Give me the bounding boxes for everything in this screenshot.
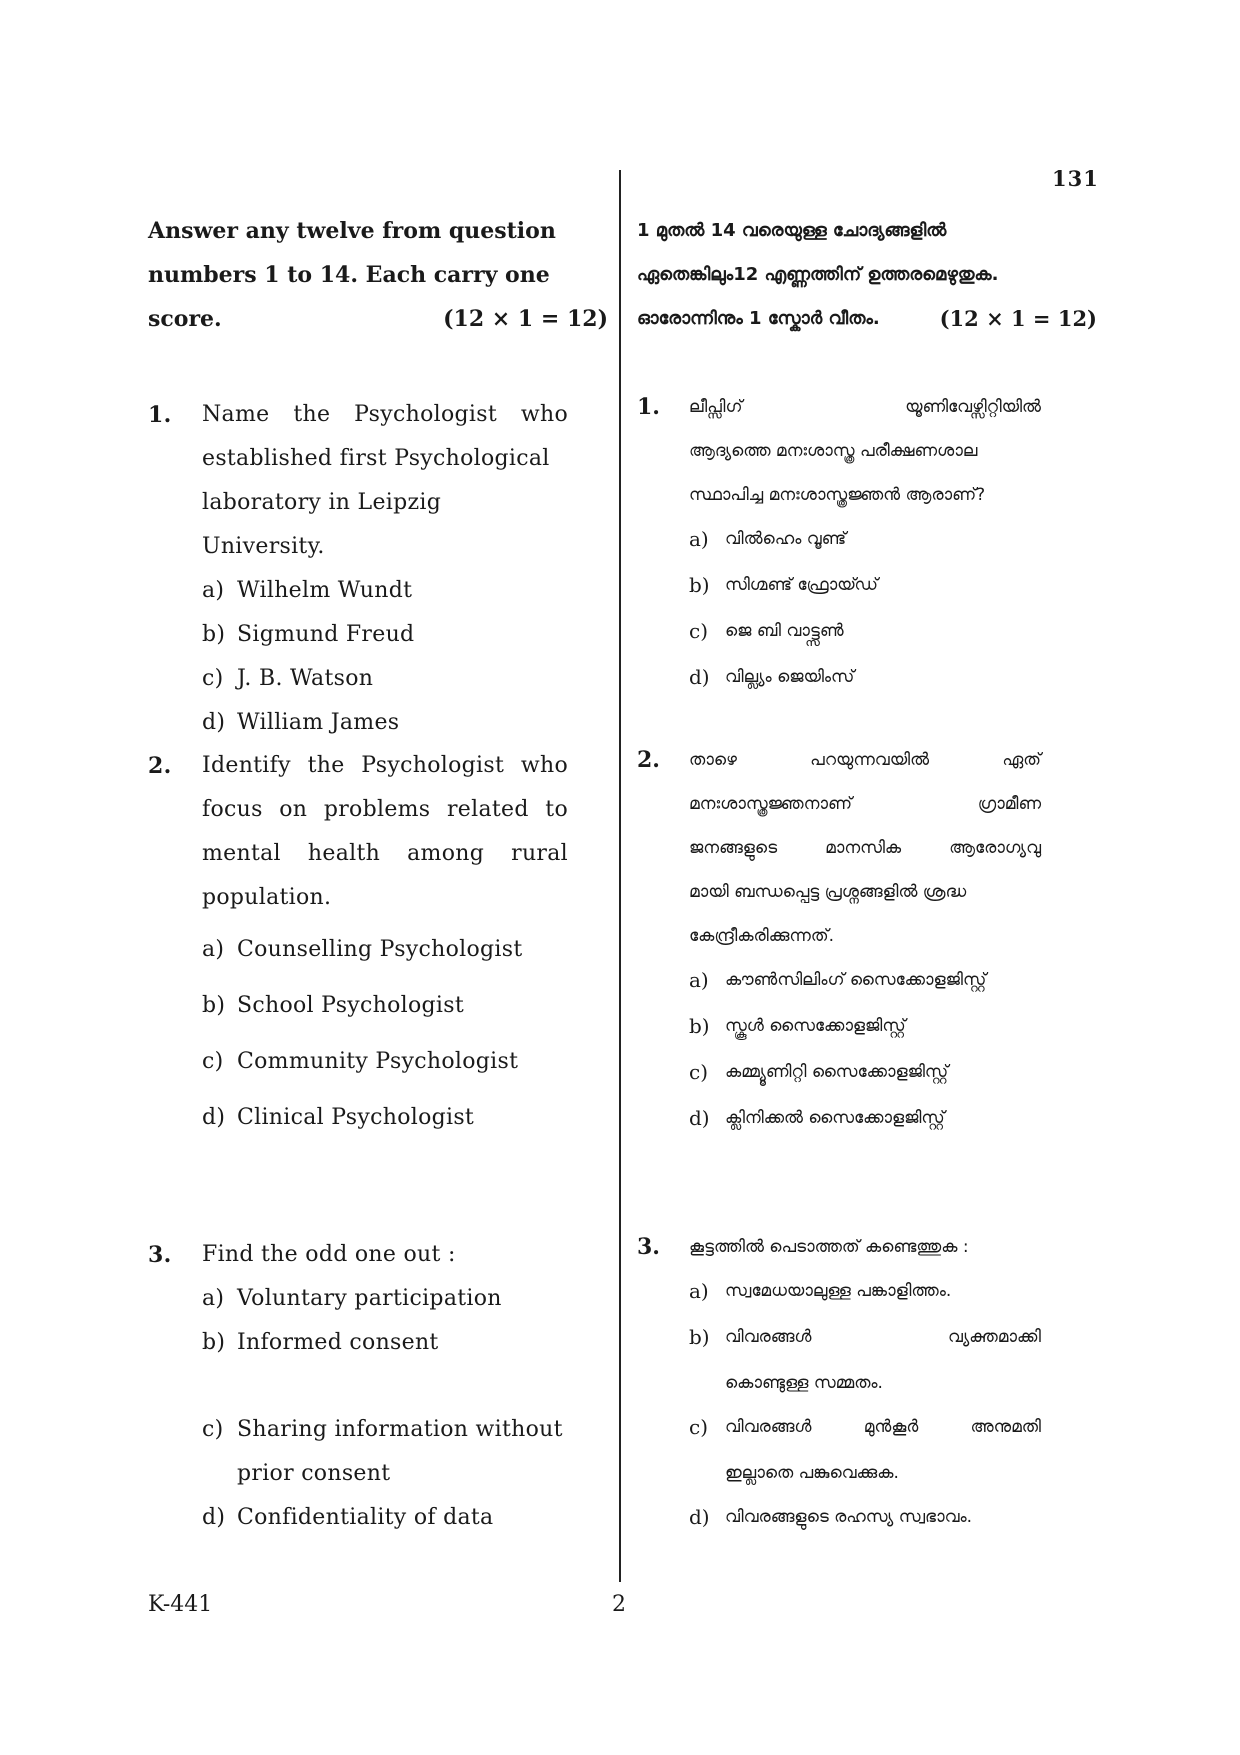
option-text: Wilhelm Wundt xyxy=(237,578,413,603)
option-a xyxy=(202,569,568,613)
option-text: വിവരങ്ങൾ മുൻകൂർ അനുമതി xyxy=(725,1417,1041,1437)
question-2-malayalam xyxy=(637,738,1041,1142)
instruction-line: 1 മുതൽ 14 വരെയുള്ള ചോദ്യങ്ങളിൽ xyxy=(637,220,947,241)
option-c xyxy=(202,1034,568,1090)
option-letter: d) xyxy=(689,1106,710,1130)
option-a xyxy=(689,517,1041,563)
option-c xyxy=(202,657,568,701)
question-stem-line: ലീപ്സിഗ് യൂണിവേഴ്സിറ്റിയിൽ xyxy=(689,397,1041,417)
page-number: 2 xyxy=(612,1592,626,1617)
option-c-continuation xyxy=(202,1452,568,1496)
question-number: 3. xyxy=(148,1242,172,1268)
option-text: Clinical Psychologist xyxy=(237,1105,475,1130)
option-d xyxy=(202,1090,568,1146)
option-text: സിഗ്മണ്ട് ഫ്രോയ്ഡ് xyxy=(725,575,879,595)
option-text: Counselling Psychologist xyxy=(237,937,523,962)
instructions-malayalam xyxy=(637,209,1097,341)
option-text: prior consent xyxy=(237,1461,391,1486)
option-d xyxy=(689,655,1041,701)
question-stem-line: mental health among rural xyxy=(202,841,568,866)
option-letter: c) xyxy=(689,1060,709,1084)
option-text: School Psychologist xyxy=(237,993,464,1018)
question-stem-line: Name the Psychologist who xyxy=(202,402,568,427)
option-c-continuation xyxy=(689,1451,1041,1495)
instruction-line: score. xyxy=(148,306,222,332)
option-a xyxy=(689,958,1041,1004)
option-text: Sharing information without xyxy=(237,1417,563,1442)
instruction-line: numbers 1 to 14. Each carry one xyxy=(148,262,550,288)
page-code-top: 131 xyxy=(1052,166,1099,191)
option-text: കൗൺസിലിംഗ് സൈക്കോളജിസ്റ്റ് xyxy=(725,970,987,990)
question-stem-line: laboratory in Leipzig University. xyxy=(202,490,442,559)
option-letter: a) xyxy=(202,1286,225,1311)
instruction-line: Answer any twelve from question xyxy=(148,218,556,244)
option-text: Informed consent xyxy=(237,1330,439,1355)
option-b xyxy=(202,613,568,657)
option-letter: d) xyxy=(689,665,710,689)
option-letter: a) xyxy=(202,937,225,962)
option-d xyxy=(689,1495,1041,1541)
option-text: J. B. Watson xyxy=(237,666,374,691)
paper-code: K-441 xyxy=(148,1592,213,1617)
option-c xyxy=(689,1405,1041,1451)
option-letter: c) xyxy=(202,1049,224,1074)
option-text: Sigmund Freud xyxy=(237,622,415,647)
option-text: ക്ലിനിക്കൽ സൈക്കോളജിസ്റ്റ് xyxy=(725,1108,945,1128)
option-text: സ്കൂൾ സൈക്കോളജിസ്റ്റ് xyxy=(725,1016,906,1036)
option-b xyxy=(689,563,1041,609)
question-stem-line: കേന്ദ്രീകരിക്കുന്നത്. xyxy=(689,926,835,946)
option-b xyxy=(202,978,568,1034)
option-text: Voluntary participation xyxy=(237,1286,502,1311)
option-d xyxy=(689,1096,1041,1142)
option-letter: d) xyxy=(202,1105,226,1130)
score-label: (12 × 1 = 12) xyxy=(939,306,1097,331)
option-letter: b) xyxy=(689,1014,710,1038)
option-letter: d) xyxy=(689,1505,710,1529)
option-text: വിവരങ്ങൾ വ്യക്തമാക്കി xyxy=(725,1327,1041,1347)
option-c xyxy=(202,1408,568,1452)
option-text: William James xyxy=(237,710,400,735)
question-stem-line: population. xyxy=(202,885,332,910)
option-a xyxy=(689,1269,1041,1315)
option-letter: a) xyxy=(689,968,709,992)
question-stem-line: മായി ബന്ധപ്പെട്ട പ്രശ്നങ്ങളിൽ ശ്രദ്ധ xyxy=(689,882,967,902)
option-letter: c) xyxy=(202,666,224,691)
option-letter: a) xyxy=(689,1279,709,1303)
option-letter: c) xyxy=(689,1415,709,1439)
question-stem-line: ആദ്യത്തെ മനഃശാസ്ത്ര പരീക്ഷണശാല xyxy=(689,441,978,461)
option-text: Confidentiality of data xyxy=(237,1505,494,1530)
option-text: വിവരങ്ങളുടെ രഹസ്യ സ്വഭാവം. xyxy=(725,1507,973,1527)
option-letter: a) xyxy=(689,527,709,551)
option-b xyxy=(202,1321,568,1365)
option-letter: b) xyxy=(202,993,226,1018)
column-divider xyxy=(619,170,621,1582)
question-number: 2. xyxy=(637,747,660,773)
option-a xyxy=(202,1277,568,1321)
option-text: സ്വമേധയാലുള്ള പങ്കാളിത്തം. xyxy=(725,1281,952,1301)
option-b xyxy=(689,1004,1041,1050)
question-1-malayalam xyxy=(637,385,1041,701)
option-letter: d) xyxy=(202,1505,226,1530)
question-stem-line: Find the odd one out : xyxy=(202,1242,456,1267)
option-d xyxy=(202,701,568,745)
option-letter: b) xyxy=(689,573,710,597)
option-letter: b) xyxy=(202,1330,226,1355)
question-number: 2. xyxy=(148,753,172,779)
option-text: കൊണ്ടുള്ള സമ്മതം. xyxy=(725,1373,883,1393)
option-text: Community Psychologist xyxy=(237,1049,519,1074)
instructions-english xyxy=(148,209,608,341)
question-number: 3. xyxy=(637,1234,660,1260)
option-letter: b) xyxy=(689,1325,710,1349)
instruction-line: ഏതെങ്കിലും12 എണ്ണത്തിന് ഉത്തരമെഴുതുക. xyxy=(637,264,999,285)
score-label: (12 × 1 = 12) xyxy=(443,306,608,332)
question-stem-line: താഴെ പറയുന്നവയിൽ ഏത് xyxy=(689,750,1041,770)
option-b xyxy=(689,1315,1041,1361)
question-stem-line: Identify the Psychologist who xyxy=(202,753,568,778)
question-3-malayalam xyxy=(637,1225,1041,1541)
option-letter: d) xyxy=(202,710,226,735)
option-b-continuation xyxy=(689,1361,1041,1405)
option-a xyxy=(202,922,568,978)
question-stem-line: മനഃശാസ്ത്രജ്ഞനാണ് ഗ്രാമീണ xyxy=(689,794,1041,814)
question-stem-line: ജനങ്ങളുടെ മാനസിക ആരോഗ്യവു xyxy=(689,838,1041,858)
question-stem-line: focus on problems related to xyxy=(202,797,568,822)
option-letter: c) xyxy=(202,1417,224,1442)
question-1-english xyxy=(148,393,568,745)
question-stem-line: established first Psychological xyxy=(202,446,550,471)
question-2-english xyxy=(148,744,568,1146)
option-text: വില്ല്യം ജെയിംസ് xyxy=(725,667,855,687)
option-text: കമ്മ്യൂണിറ്റി സൈക്കോളജിസ്റ്റ് xyxy=(725,1062,949,1082)
option-d xyxy=(202,1496,568,1540)
option-text: വിൽഹെം വൂണ്ട് xyxy=(725,529,847,549)
instruction-line: ഓരോന്നിനും 1 സ്കോർ വീതം. xyxy=(637,308,880,329)
question-number: 1. xyxy=(637,394,660,420)
question-stem-line: സ്ഥാപിച്ച മനഃശാസ്ത്രജ്ഞൻ ആരാണ്? xyxy=(689,485,986,505)
option-c xyxy=(689,1050,1041,1096)
question-stem-line: കൂട്ടത്തിൽ പെടാത്തത് കണ്ടെത്തുക : xyxy=(689,1237,969,1257)
option-text: ഇല്ലാതെ പങ്കുവെക്കുക. xyxy=(725,1463,899,1483)
question-number: 1. xyxy=(148,402,172,428)
option-c xyxy=(689,609,1041,655)
option-letter: b) xyxy=(202,622,226,647)
option-letter: c) xyxy=(689,619,709,643)
question-3-english xyxy=(148,1233,568,1540)
option-letter: a) xyxy=(202,578,225,603)
option-text: ജെ ബി വാട്ട്സൺ xyxy=(725,621,844,641)
